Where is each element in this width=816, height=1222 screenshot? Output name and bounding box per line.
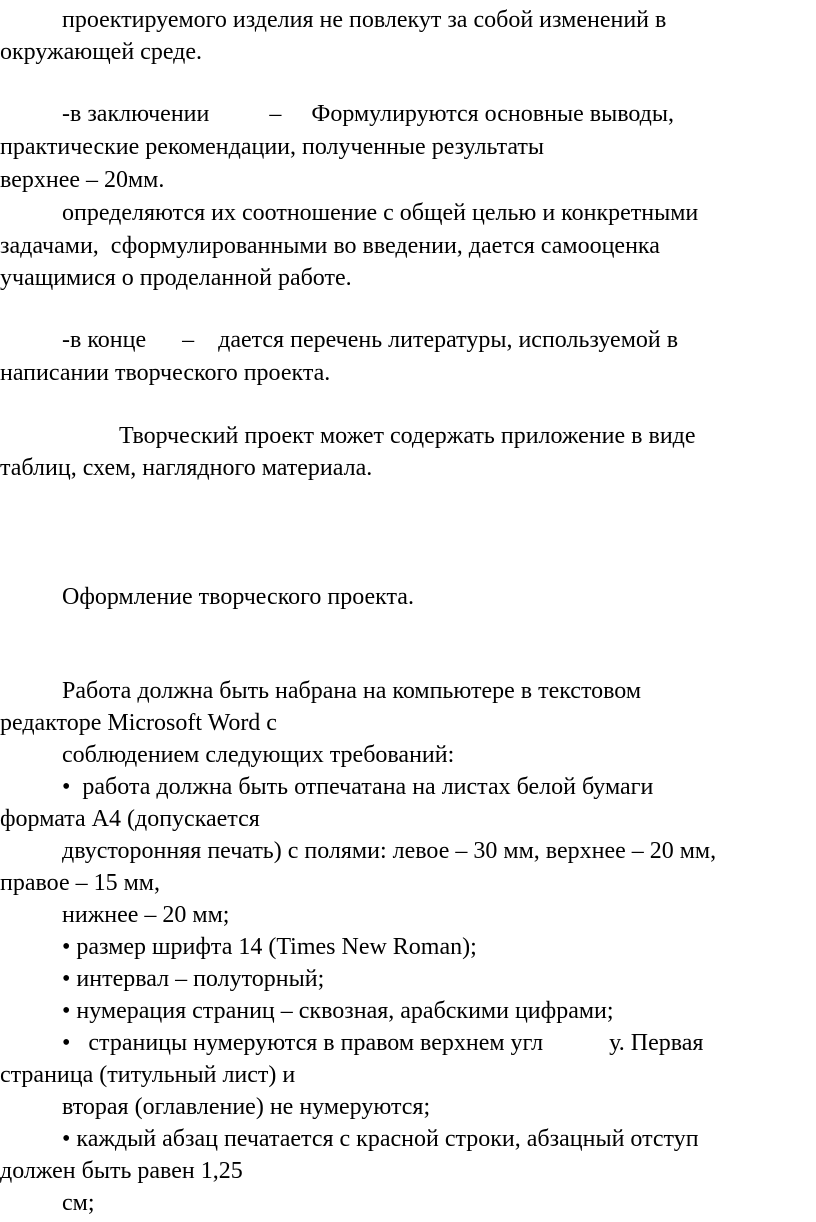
list-item: • каждый абзац печатается с красной строки, абзацный отступ — [62, 1126, 699, 1152]
text-line: правое – 15 мм, — [0, 870, 160, 896]
text-line: определяются их соотношение с общей целью и конкретными — [62, 200, 699, 226]
text-line: практические рекомендации, полученные результаты — [0, 134, 545, 160]
text-line: окружающей среде. — [0, 39, 203, 65]
text-line: задачами, сформулированными во введении, дается самооценка — [0, 233, 660, 259]
list-item: • нумерация страниц – сквозная, арабскими цифрами; — [62, 998, 614, 1024]
text-line: Работа должна быть набрана на компьютере в текстовом — [62, 678, 642, 704]
text-line: формата А4 (допускается — [0, 806, 260, 832]
text-line: -в конце – дается перечень литературы, используемой в — [62, 327, 679, 353]
text-line: нижнее – 20 мм; — [62, 902, 230, 928]
list-item: • размер шрифта 14 (Times New Roman); — [62, 934, 477, 960]
list-item: • интервал – полуторный; — [62, 966, 325, 992]
list-item: • работа должна быть отпечатана на листах белой бумаги — [62, 774, 654, 800]
text-line: таблиц, схем, наглядного материала. — [0, 455, 373, 481]
section-heading: Оформление творческого проекта. — [62, 584, 414, 610]
text-line: проектируемого изделия не повлекут за собой изменений в — [62, 7, 667, 33]
list-item: • страницы нумеруются в правом верхнем угл у. Первая — [62, 1030, 704, 1056]
text-line: написании творческого проекта. — [0, 360, 331, 386]
text-line: соблюдением следующих требований: — [62, 742, 455, 768]
text-line: вторая (оглавление) не нумеруются; — [62, 1094, 431, 1120]
text-line: см; — [62, 1190, 95, 1216]
text-line: учащимися о проделанной работе. — [0, 265, 352, 291]
text-line: двусторонняя печать) с полями: левое – 30 мм, верхнее – 20 мм, — [62, 838, 717, 864]
text-line: должен быть равен 1,25 — [0, 1158, 243, 1184]
text-line: -в заключении – Формулируются основные выводы, — [62, 101, 674, 127]
text-line: Творческий проект может содержать приложение в виде — [119, 423, 696, 449]
text-line: редакторе Microsoft Word с — [0, 710, 277, 736]
text-line: верхнее – 20мм. — [0, 167, 165, 193]
text-line: страница (титульный лист) и — [0, 1062, 296, 1088]
